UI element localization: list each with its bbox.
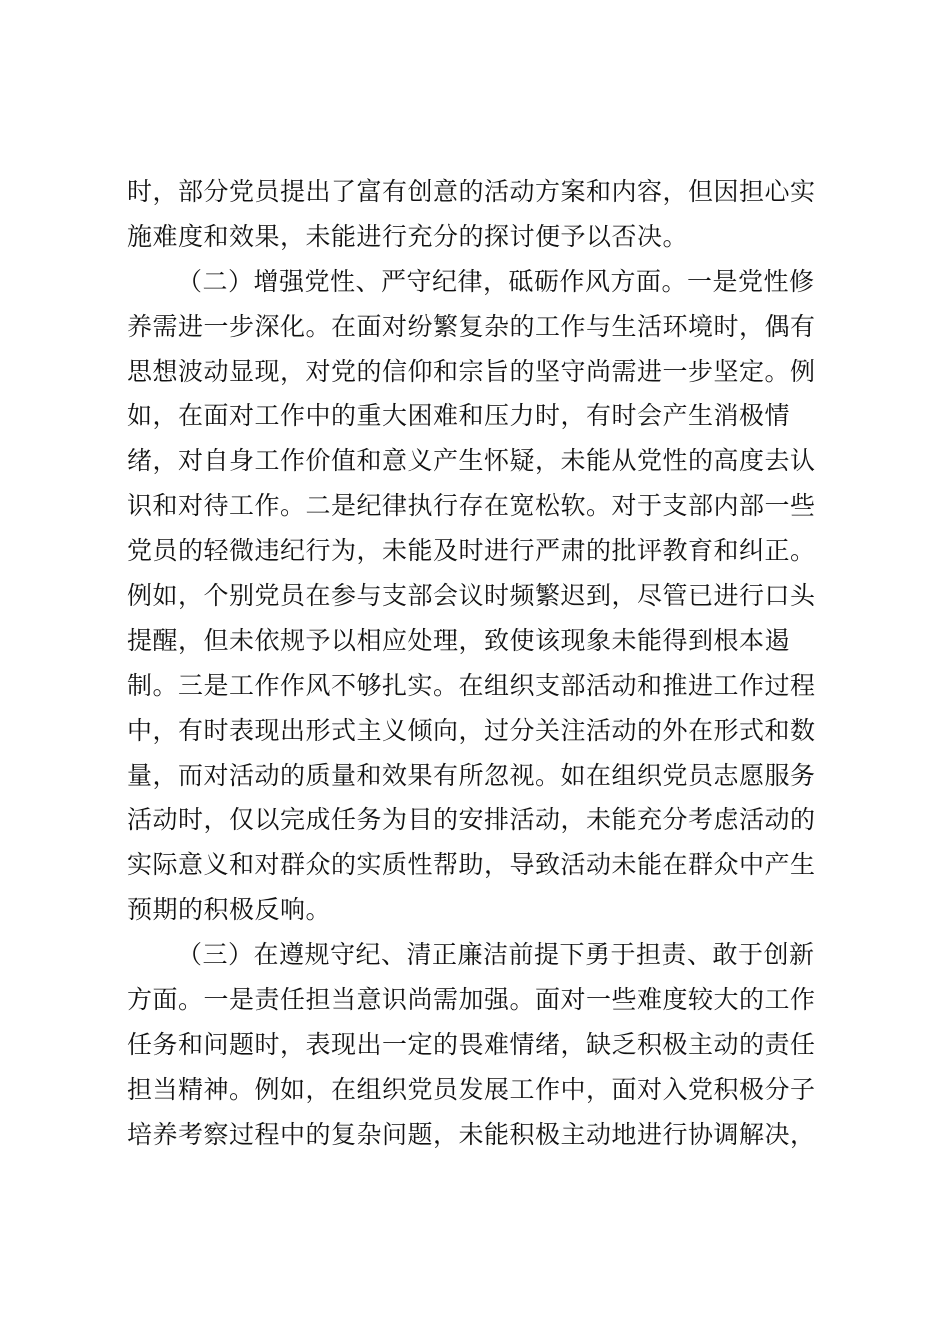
text-line: 任务和问题时，表现出一定的畏难情绪，缺乏积极主动的责任 [127, 1029, 816, 1059]
text-line: 如，在面对工作中的重大困难和压力时，有时会产生消极情 [127, 401, 791, 431]
text-line: 量，而对活动的质量和效果有所忽视。如在组织党员志愿服务 [127, 760, 816, 790]
text-line: 绪，对自身工作价值和意义产生怀疑，未能从党性的高度去认 [127, 446, 816, 476]
text-line: 担当精神。例如，在组织党员发展工作中，面对入党积极分子 [127, 1074, 816, 1104]
text-line: 方面。一是责任担当意识尚需加强。面对一些难度较大的工作 [127, 985, 816, 1015]
document-body [127, 170, 827, 1158]
text-line: 制。三是工作作风不够扎实。在组织支部活动和推进工作过程 [127, 670, 816, 700]
text-line: 思想波动显现，对党的信仰和宗旨的坚守尚需进一步坚定。例 [127, 356, 816, 386]
text-line: 党员的轻微违纪行为，未能及时进行严肃的批评教育和纠正。 [127, 536, 816, 566]
text-line: 预期的积极反响。 [127, 895, 332, 925]
text-line: 识和对待工作。二是纪律执行存在宽松软。对于支部内部一些 [127, 491, 816, 521]
section-two-heading-line: （二）增强党性、严守纪律，砥砺作风方面。一是党性修 [177, 266, 815, 296]
text-line: 施难度和效果，未能进行充分的探讨便予以否决。 [127, 221, 689, 251]
text-line: 养需进一步深化。在面对纷繁复杂的工作与生活环境时，偶有 [127, 311, 816, 341]
text-line: 培养考察过程中的复杂问题，未能积极主动地进行协调解决， [127, 1119, 816, 1149]
text-line: 时，部分党员提出了富有创意的活动方案和内容，但因担心实 [127, 177, 816, 206]
section-three-heading-line: （三）在遵规守纪、清正廉洁前提下勇于担责、敢于创新 [177, 940, 815, 970]
text-line: 例如，个别党员在参与支部会议时频繁迟到，尽管已进行口头 [127, 581, 816, 611]
text-line: 提醒，但未依规予以相应处理，致使该现象未能得到根本遏 [127, 625, 791, 655]
text-line: 中，有时表现出形式主义倾向，过分关注活动的外在形式和数 [127, 715, 816, 745]
text-line: 活动时，仅以完成任务为目的安排活动，未能充分考虑活动的 [127, 805, 816, 835]
text-line: 实际意义和对群众的实质性帮助，导致活动未能在群众中产生 [127, 850, 816, 880]
